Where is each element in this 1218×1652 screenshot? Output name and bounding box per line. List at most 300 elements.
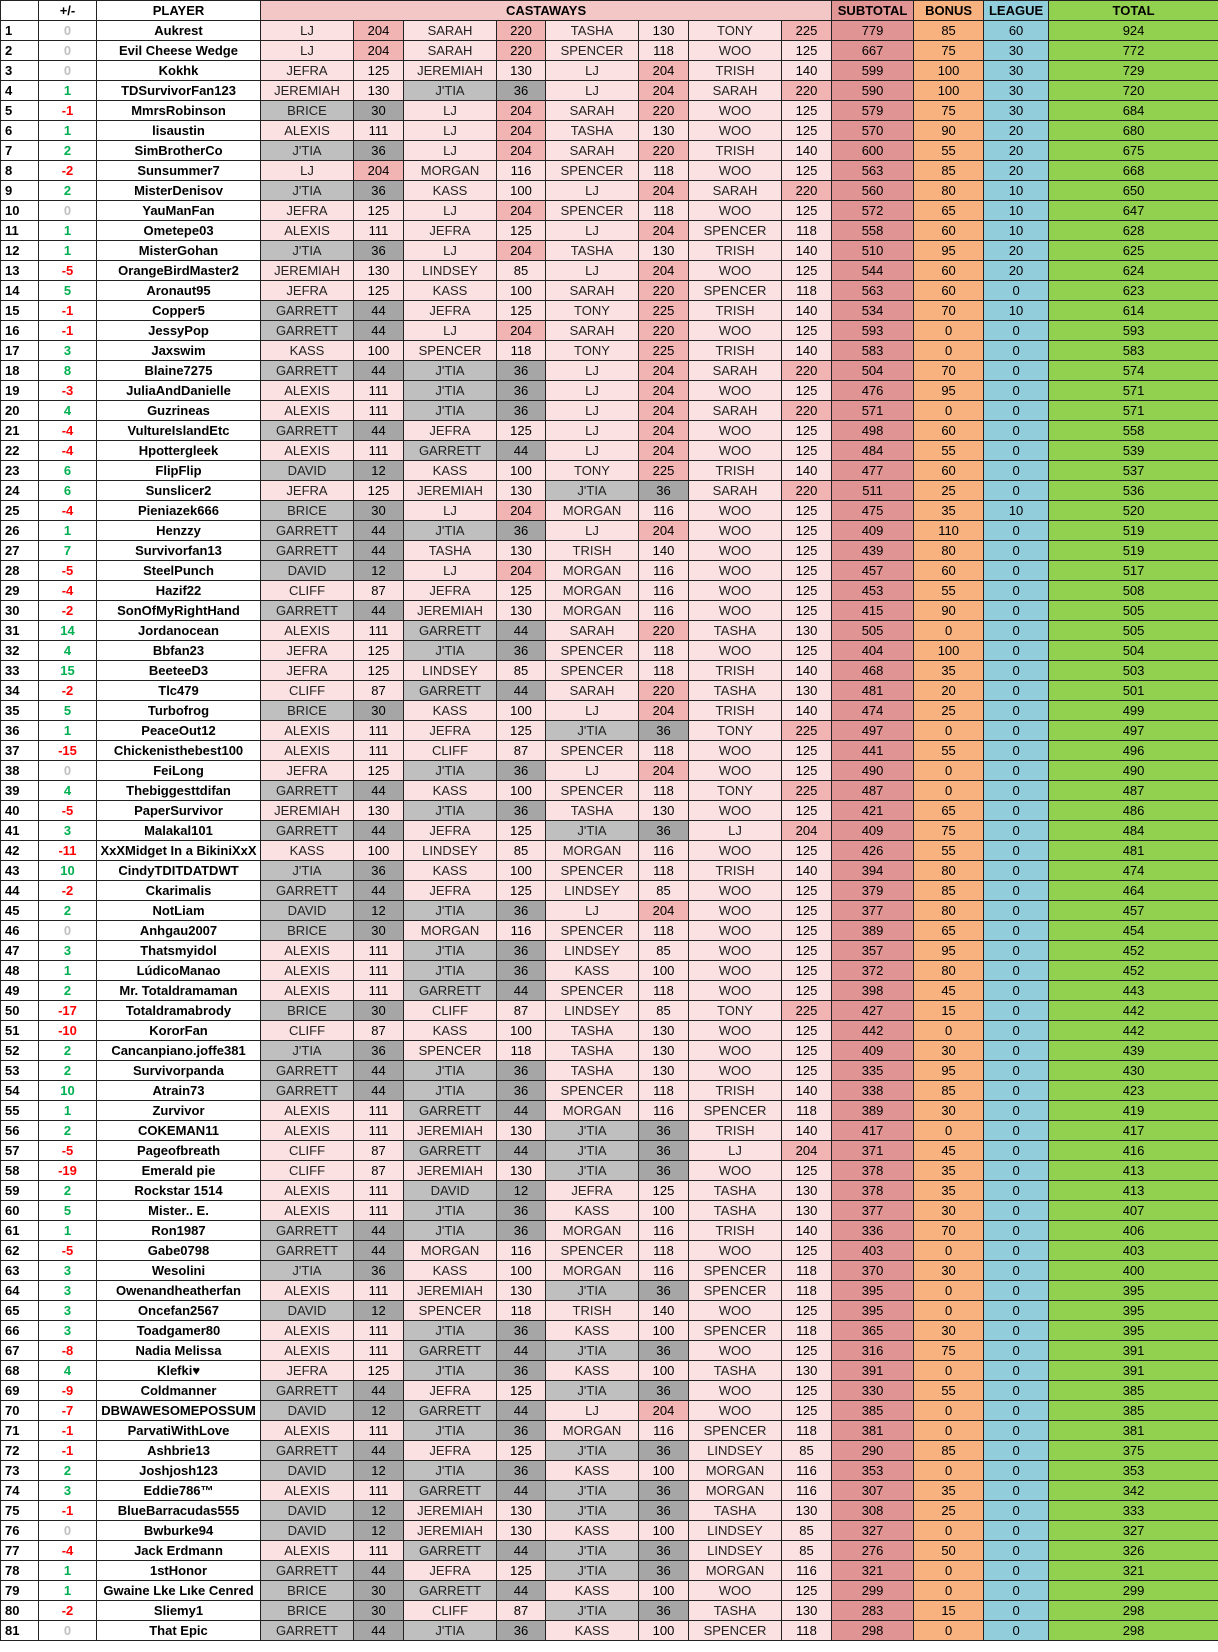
castaway-points: 130 [354, 261, 404, 281]
castaway-name: CLIFF [261, 581, 354, 601]
subtotal-cell: 421 [832, 801, 914, 821]
subtotal-cell: 563 [832, 281, 914, 301]
total-cell: 537 [1049, 461, 1218, 481]
rank-cell: 52 [1, 1041, 39, 1061]
change-cell: 1 [39, 1221, 97, 1241]
table-row [1, 1561, 1218, 1581]
total-cell: 614 [1049, 301, 1218, 321]
table-row [1, 1401, 1218, 1421]
change-cell: -9 [39, 1381, 97, 1401]
league-cell: 0 [984, 441, 1049, 461]
castaway-points: 36 [639, 481, 689, 501]
table-row [1, 621, 1218, 641]
player-name: 1stHonor [97, 1561, 261, 1581]
castaway-name: KASS [404, 701, 497, 721]
castaway-name: DAVID [261, 561, 354, 581]
change-cell: -1 [39, 301, 97, 321]
rank-cell: 51 [1, 1021, 39, 1041]
castaway-points: 118 [639, 741, 689, 761]
castaway-name: ALEXIS [261, 1341, 354, 1361]
castaway-points: 44 [354, 821, 404, 841]
castaway-name: JEREMIAH [261, 261, 354, 281]
total-cell: 675 [1049, 141, 1218, 161]
castaway-name: J'TIA [261, 861, 354, 881]
castaway-name: SPENCER [546, 161, 639, 181]
league-cell: 0 [984, 421, 1049, 441]
table-row [1, 1001, 1218, 1021]
castaway-points: 204 [639, 901, 689, 921]
castaway-name: KASS [404, 181, 497, 201]
castaway-name: CLIFF [261, 681, 354, 701]
castaway-points: 111 [354, 1321, 404, 1341]
castaway-points: 130 [497, 481, 546, 501]
change-cell: -3 [39, 381, 97, 401]
bonus-cell: 65 [914, 201, 984, 221]
castaway-points: 225 [639, 461, 689, 481]
castaway-name: MORGAN [689, 1561, 782, 1581]
bonus-cell: 35 [914, 501, 984, 521]
castaway-points: 36 [497, 401, 546, 421]
castaway-points: 118 [639, 781, 689, 801]
table-row [1, 921, 1218, 941]
castaway-points: 125 [782, 641, 832, 661]
bonus-cell: 55 [914, 441, 984, 461]
castaway-points: 204 [497, 101, 546, 121]
rank-cell: 8 [1, 161, 39, 181]
league-cell: 0 [984, 681, 1049, 701]
subtotal-cell: 377 [832, 901, 914, 921]
castaway-name: SARAH [404, 21, 497, 41]
subtotal-cell: 378 [832, 1181, 914, 1201]
castaway-name: TASHA [404, 541, 497, 561]
bonus-cell: 55 [914, 841, 984, 861]
rank-cell: 61 [1, 1221, 39, 1241]
change-cell: 1 [39, 1101, 97, 1121]
castaway-points: 125 [782, 921, 832, 941]
castaway-points: 12 [354, 1461, 404, 1481]
castaway-name: TONY [689, 1001, 782, 1021]
subtotal-cell: 404 [832, 641, 914, 661]
castaway-points: 44 [354, 321, 404, 341]
change-cell: 3 [39, 821, 97, 841]
subtotal-cell: 474 [832, 701, 914, 721]
castaway-name: ALEXIS [261, 1201, 354, 1221]
castaway-points: 125 [639, 1181, 689, 1201]
castaway-points: 118 [639, 641, 689, 661]
castaway-points: 44 [354, 541, 404, 561]
castaway-name: LJ [546, 181, 639, 201]
castaway-points: 36 [354, 241, 404, 261]
total-cell: 395 [1049, 1281, 1218, 1301]
castaway-name: J'TIA [404, 941, 497, 961]
castaway-name: TASHA [546, 241, 639, 261]
castaway-name: LINDSEY [546, 881, 639, 901]
subtotal-cell: 283 [832, 1601, 914, 1621]
castaway-name: MORGAN [546, 601, 639, 621]
castaway-name: GARRETT [404, 1481, 497, 1501]
castaway-points: 44 [354, 1561, 404, 1581]
total-cell: 333 [1049, 1501, 1218, 1521]
change-cell: 1 [39, 721, 97, 741]
player-name: Emerald pie [97, 1161, 261, 1181]
castaway-points: 36 [497, 381, 546, 401]
castaway-name: TRISH [689, 701, 782, 721]
total-cell: 924 [1049, 21, 1218, 41]
table-row [1, 841, 1218, 861]
change-cell: -4 [39, 421, 97, 441]
rank-cell: 79 [1, 1581, 39, 1601]
bonus-cell: 80 [914, 181, 984, 201]
table-row [1, 101, 1218, 121]
table-row [1, 481, 1218, 501]
subtotal-header: SUBTOTAL [832, 1, 914, 21]
total-cell: 650 [1049, 181, 1218, 201]
rank-cell: 18 [1, 361, 39, 381]
castaway-name: SPENCER [689, 1421, 782, 1441]
change-cell: 14 [39, 621, 97, 641]
league-cell: 10 [984, 501, 1049, 521]
castaway-name: TASHA [689, 1201, 782, 1221]
player-name: Rockstar 1514 [97, 1181, 261, 1201]
player-name: Owenandheatherfan [97, 1281, 261, 1301]
castaway-name: MORGAN [546, 581, 639, 601]
castaway-points: 36 [497, 1061, 546, 1081]
castaway-name: WOO [689, 981, 782, 1001]
league-cell: 0 [984, 601, 1049, 621]
castaway-points: 111 [354, 981, 404, 1001]
castaway-points: 44 [497, 681, 546, 701]
castaway-name: SPENCER [546, 41, 639, 61]
castaway-name: J'TIA [261, 1041, 354, 1061]
castaway-points: 36 [639, 1121, 689, 1141]
player-name: Ometepe03 [97, 221, 261, 241]
castaway-points: 220 [639, 141, 689, 161]
change-cell: 0 [39, 21, 97, 41]
castaway-points: 125 [782, 421, 832, 441]
castaway-points: 36 [497, 641, 546, 661]
bonus-cell: 95 [914, 1061, 984, 1081]
castaway-name: GARRETT [404, 1581, 497, 1601]
castaway-name: SPENCER [546, 741, 639, 761]
rank-cell: 34 [1, 681, 39, 701]
bonus-cell: 15 [914, 1601, 984, 1621]
total-cell: 539 [1049, 441, 1218, 461]
castaway-name: ALEXIS [261, 961, 354, 981]
subtotal-cell: 403 [832, 1241, 914, 1261]
castaway-points: 12 [497, 1181, 546, 1201]
castaway-name: GARRETT [261, 781, 354, 801]
castaway-name: SARAH [546, 281, 639, 301]
total-cell: 430 [1049, 1061, 1218, 1081]
castaway-name: WOO [689, 901, 782, 921]
castaway-points: 36 [497, 1421, 546, 1441]
castaway-name: J'TIA [404, 1221, 497, 1241]
castaway-points: 220 [497, 41, 546, 61]
castaway-name: WOO [689, 1161, 782, 1181]
castaway-name: JEFRA [404, 1561, 497, 1581]
castaway-name: SPENCER [404, 1301, 497, 1321]
castaway-name: KASS [546, 1521, 639, 1541]
change-cell: -1 [39, 321, 97, 341]
player-name: Toadgamer80 [97, 1321, 261, 1341]
castaway-name: DAVID [261, 1501, 354, 1521]
rank-cell: 17 [1, 341, 39, 361]
castaway-name: J'TIA [404, 801, 497, 821]
bonus-cell: 100 [914, 641, 984, 661]
bonus-cell: 110 [914, 521, 984, 541]
castaway-points: 204 [497, 121, 546, 141]
castaway-points: 130 [782, 621, 832, 641]
castaway-name: J'TIA [546, 821, 639, 841]
player-name: That Epic [97, 1621, 261, 1641]
total-cell: 474 [1049, 861, 1218, 881]
player-name: Gabe0798 [97, 1241, 261, 1261]
castaway-points: 140 [782, 301, 832, 321]
castaway-name: LJ [689, 1141, 782, 1161]
castaway-points: 85 [782, 1441, 832, 1461]
castaway-points: 204 [497, 501, 546, 521]
castaway-points: 130 [639, 801, 689, 821]
castaway-name: MORGAN [404, 921, 497, 941]
league-cell: 0 [984, 1461, 1049, 1481]
castaway-name: LJ [261, 41, 354, 61]
player-name: COKEMAN11 [97, 1121, 261, 1141]
castaway-points: 44 [497, 1541, 546, 1561]
castaway-points: 125 [782, 941, 832, 961]
total-cell: 484 [1049, 821, 1218, 841]
league-cell: 0 [984, 1341, 1049, 1361]
castaway-name: J'TIA [404, 1621, 497, 1641]
castaway-name: J'TIA [404, 81, 497, 101]
castaway-name: KASS [404, 781, 497, 801]
castaway-name: ALEXIS [261, 1481, 354, 1501]
change-cell: -5 [39, 261, 97, 281]
player-name: Klefki♥ [97, 1361, 261, 1381]
total-cell: 520 [1049, 501, 1218, 521]
castaway-points: 30 [354, 501, 404, 521]
castaway-name: KASS [546, 1361, 639, 1381]
subtotal-cell: 498 [832, 421, 914, 441]
league-cell: 0 [984, 1181, 1049, 1201]
bonus-cell: 75 [914, 1341, 984, 1361]
player-name: XxXMidget In a BikiniXxX [97, 841, 261, 861]
castaway-points: 30 [354, 1601, 404, 1621]
subtotal-cell: 299 [832, 1581, 914, 1601]
subtotal-cell: 385 [832, 1401, 914, 1421]
castaway-name: JEFRA [404, 821, 497, 841]
castaway-points: 125 [782, 381, 832, 401]
league-cell: 0 [984, 1581, 1049, 1601]
subtotal-cell: 442 [832, 1021, 914, 1041]
castaway-points: 44 [354, 1241, 404, 1261]
castaway-points: 125 [782, 561, 832, 581]
castaway-name: GARRETT [261, 601, 354, 621]
castaway-points: 130 [497, 61, 546, 81]
league-cell: 0 [984, 801, 1049, 821]
table-row [1, 141, 1218, 161]
bonus-cell: 0 [914, 1461, 984, 1481]
change-cell: -2 [39, 881, 97, 901]
castaway-name: GARRETT [261, 1061, 354, 1081]
castaway-points: 36 [639, 1501, 689, 1521]
castaway-name: LINDSEY [689, 1441, 782, 1461]
table-row [1, 1541, 1218, 1561]
rank-cell: 37 [1, 741, 39, 761]
castaway-name: LJ [546, 261, 639, 281]
rank-cell: 57 [1, 1141, 39, 1161]
castaway-points: 140 [782, 861, 832, 881]
bonus-cell: 85 [914, 161, 984, 181]
player-name: Mr. Totaldramaman [97, 981, 261, 1001]
castaway-points: 125 [497, 1381, 546, 1401]
castaway-name: TONY [546, 341, 639, 361]
castaway-points: 204 [354, 41, 404, 61]
change-cell: 3 [39, 341, 97, 361]
change-cell: -2 [39, 1601, 97, 1621]
castaway-name: J'TIA [404, 1321, 497, 1341]
league-cell: 0 [984, 701, 1049, 721]
castaway-name: LJ [546, 61, 639, 81]
castaway-points: 36 [497, 761, 546, 781]
castaway-name: TRISH [546, 1301, 639, 1321]
castaway-name: MORGAN [546, 1101, 639, 1121]
change-cell: -5 [39, 1241, 97, 1261]
castaway-name: JEREMIAH [404, 481, 497, 501]
castaway-points: 118 [639, 1241, 689, 1261]
table-row [1, 241, 1218, 261]
subtotal-cell: 395 [832, 1281, 914, 1301]
table-row [1, 1521, 1218, 1541]
castaway-points: 36 [497, 1321, 546, 1341]
castaway-points: 44 [354, 421, 404, 441]
subtotal-cell: 593 [832, 321, 914, 341]
subtotal-cell: 579 [832, 101, 914, 121]
castaway-points: 204 [639, 401, 689, 421]
castaway-points: 36 [639, 1441, 689, 1461]
player-name: Blaine7275 [97, 361, 261, 381]
rank-cell: 13 [1, 261, 39, 281]
subtotal-cell: 395 [832, 1301, 914, 1321]
player-name: FeiLong [97, 761, 261, 781]
total-cell: 299 [1049, 1581, 1218, 1601]
player-name: BlueBarracudas555 [97, 1501, 261, 1521]
castaway-points: 87 [497, 1001, 546, 1021]
castaway-points: 85 [497, 841, 546, 861]
castaway-points: 100 [497, 701, 546, 721]
castaway-name: BRICE [261, 101, 354, 121]
change-cell: 2 [39, 1461, 97, 1481]
player-name: Thebiggesttdifan [97, 781, 261, 801]
castaway-points: 36 [639, 1601, 689, 1621]
castaway-points: 44 [354, 1441, 404, 1461]
player-name: BeeteeD3 [97, 661, 261, 681]
castaway-points: 225 [782, 21, 832, 41]
castaway-points: 36 [639, 1541, 689, 1561]
change-cell: -1 [39, 1421, 97, 1441]
change-cell: 1 [39, 241, 97, 261]
bonus-cell: 20 [914, 681, 984, 701]
castaway-name: J'TIA [546, 1601, 639, 1621]
player-name: Ckarimalis [97, 881, 261, 901]
castaway-name: WOO [689, 121, 782, 141]
castaway-name: J'TIA [404, 521, 497, 541]
castaway-points: 36 [639, 1141, 689, 1161]
castaway-name: WOO [689, 1381, 782, 1401]
league-cell: 0 [984, 921, 1049, 941]
rank-cell: 39 [1, 781, 39, 801]
subtotal-cell: 510 [832, 241, 914, 261]
total-cell: 680 [1049, 121, 1218, 141]
player-name: FlipFlip [97, 461, 261, 481]
rank-cell: 75 [1, 1501, 39, 1521]
table-row [1, 501, 1218, 521]
castaway-name: TRISH [689, 61, 782, 81]
castaway-points: 100 [497, 1021, 546, 1041]
castaway-points: 87 [497, 741, 546, 761]
table-row [1, 401, 1218, 421]
castaway-name: JEREMIAH [261, 801, 354, 821]
league-cell: 0 [984, 1161, 1049, 1181]
table-row [1, 321, 1218, 341]
rank-cell: 32 [1, 641, 39, 661]
castaway-points: 125 [782, 501, 832, 521]
castaway-points: 118 [639, 201, 689, 221]
castaway-name: SARAH [689, 81, 782, 101]
castaway-name: TRISH [689, 141, 782, 161]
castaway-points: 204 [639, 221, 689, 241]
player-name: Eddie786™ [97, 1481, 261, 1501]
castaway-points: 125 [782, 101, 832, 121]
change-cell: -19 [39, 1161, 97, 1181]
total-cell: 487 [1049, 781, 1218, 801]
player-name: MisterDenisov [97, 181, 261, 201]
castaway-name: LJ [261, 161, 354, 181]
castaway-points: 125 [782, 1041, 832, 1061]
bonus-header: BONUS [914, 1, 984, 21]
league-cell: 0 [984, 1041, 1049, 1061]
bonus-cell: 100 [914, 81, 984, 101]
castaway-name: GARRETT [261, 421, 354, 441]
subtotal-cell: 298 [832, 1621, 914, 1641]
total-cell: 407 [1049, 1201, 1218, 1221]
rank-cell: 7 [1, 141, 39, 161]
change-cell: 0 [39, 61, 97, 81]
castaway-points: 125 [782, 1581, 832, 1601]
total-cell: 403 [1049, 1241, 1218, 1261]
castaway-name: GARRETT [261, 321, 354, 341]
total-cell: 342 [1049, 1481, 1218, 1501]
league-cell: 0 [984, 481, 1049, 501]
change-cell: 2 [39, 901, 97, 921]
castaway-points: 118 [639, 981, 689, 1001]
castaway-name: TASHA [689, 621, 782, 641]
rank-cell: 26 [1, 521, 39, 541]
castaway-points: 125 [782, 801, 832, 821]
castaway-name: SARAH [546, 681, 639, 701]
subtotal-cell: 316 [832, 1341, 914, 1361]
subtotal-cell: 475 [832, 501, 914, 521]
change-cell: 4 [39, 1361, 97, 1381]
table-row [1, 1221, 1218, 1241]
bonus-cell: 80 [914, 901, 984, 921]
castaway-points: 125 [782, 741, 832, 761]
castaway-name: JEFRA [404, 221, 497, 241]
table-row [1, 581, 1218, 601]
castaway-points: 125 [782, 521, 832, 541]
castaway-name: LJ [404, 101, 497, 121]
castaway-name: ALEXIS [261, 1101, 354, 1121]
castaway-name: LINDSEY [404, 261, 497, 281]
